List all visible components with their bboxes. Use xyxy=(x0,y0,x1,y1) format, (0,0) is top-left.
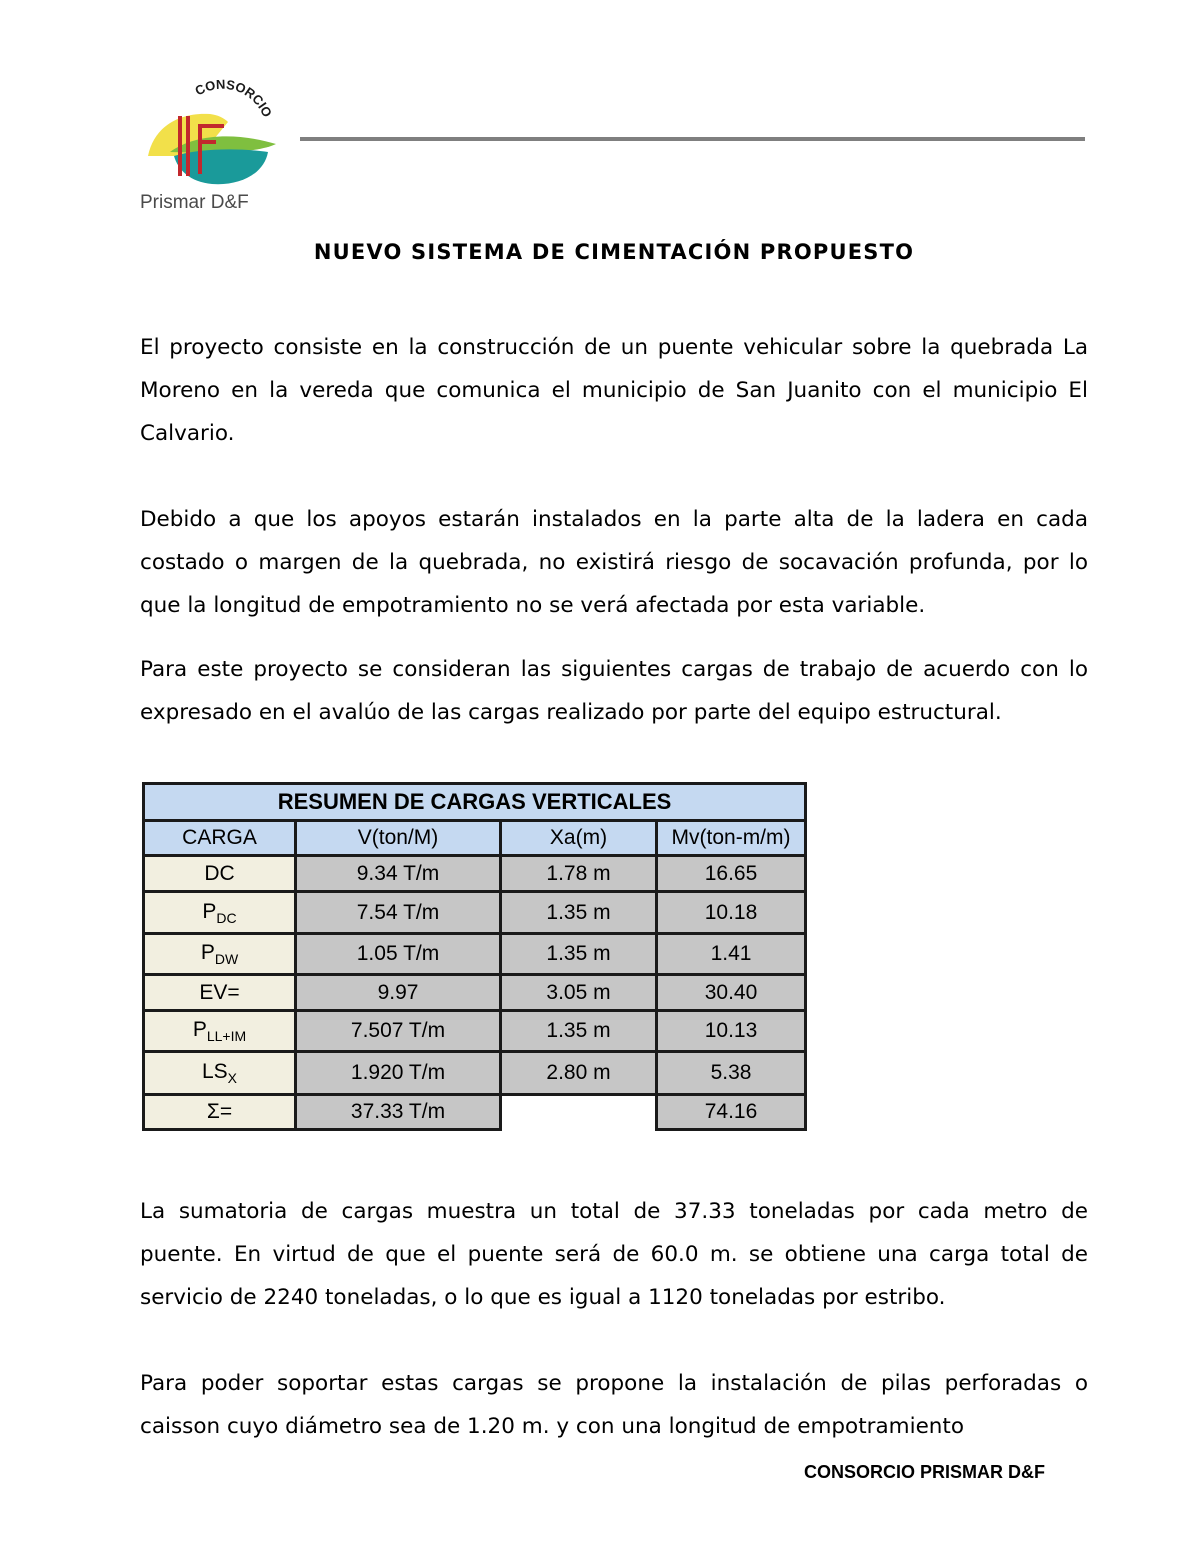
row-v-value: 9.34 T/m xyxy=(296,856,501,892)
paragraph-loads-intro: Para este proyecto se consideran las siguientes cargas de trabajo de acuerdo con lo expresado en el avalúo de las cargas realizado por parte del equipo estructural. xyxy=(140,657,1088,725)
row-mv-value: 5.38 xyxy=(657,1052,806,1095)
vertical-loads-table xyxy=(142,782,807,1131)
row-mv-value: 16.65 xyxy=(657,856,806,892)
column-header-carga: CARGA xyxy=(144,821,296,856)
table-caption-row xyxy=(144,784,806,821)
header-rule xyxy=(300,137,1085,141)
page-footer: CONSORCIO PRISMAR D&F xyxy=(804,1462,1046,1482)
row-xa-value: 3.05 m xyxy=(501,975,657,1011)
row-xa-value: 1.35 m xyxy=(501,934,657,975)
row-label: $P_{DC}$ xyxy=(144,892,296,934)
row-v-value: 1.05 T/m xyxy=(296,934,501,975)
consorcio-logo xyxy=(140,78,280,213)
row-xa-blank xyxy=(501,1095,657,1130)
table-row xyxy=(144,856,806,892)
row-mv-value: 1.41 xyxy=(657,934,806,975)
table-caption: RESUMEN DE CARGAS VERTICALES xyxy=(144,784,806,821)
row-mv-value: 10.18 xyxy=(657,892,806,934)
row-xa-value: 1.35 m xyxy=(501,1011,657,1052)
row-label: Σ= xyxy=(144,1095,296,1130)
paragraph-project: El proyecto consiste en la construcción de un puente vehicular sobre la quebrada La Moreno en la vereda que comunica el municipio de San Juanito con el municipio El Calvario. xyxy=(140,335,1088,446)
table-row xyxy=(144,1011,806,1052)
logo-bottom-text: Prismar D&F xyxy=(140,192,249,213)
row-xa-value: 1.78 m xyxy=(501,856,657,892)
row-v-value: 7.54 T/m xyxy=(296,892,501,934)
table-row xyxy=(144,1095,806,1130)
paragraph-caisson: Para poder soportar estas cargas se propone la instalación de pilas perforadas o caisson cuyo diámetro sea de 1.20 m. y con una longitud de empotramiento xyxy=(140,1371,1088,1439)
row-xa-value: 2.80 m xyxy=(501,1052,657,1095)
row-v-value: 1.920 T/m xyxy=(296,1052,501,1095)
row-label: DC xyxy=(144,856,296,892)
table-row xyxy=(144,934,806,975)
row-v-value: 9.97 xyxy=(296,975,501,1011)
page-header xyxy=(140,78,1085,218)
column-header-xa: Xa(m) xyxy=(501,821,657,856)
table-row xyxy=(144,892,806,934)
row-v-value: 7.507 T/m xyxy=(296,1011,501,1052)
document-title: NUEVO SISTEMA DE CIMENTACIÓN PROPUESTO xyxy=(313,240,915,264)
row-mv-value: 10.13 xyxy=(657,1011,806,1052)
table-row xyxy=(144,975,806,1011)
row-label: $P_{DW}$ xyxy=(144,934,296,975)
row-label: $LS_X$ xyxy=(144,1052,296,1095)
row-mv-value: 74.16 xyxy=(657,1095,806,1130)
column-header-v: V(ton/M) xyxy=(296,821,501,856)
row-v-value: 37.33 T/m xyxy=(296,1095,501,1130)
column-header-mv: Mv(ton-m/m) xyxy=(657,821,806,856)
paragraph-load-sum: La sumatoria de cargas muestra un total de 37.33 toneladas por cada metro de puente. En virtud de que el puente será de 60.0 m. se obtiene una carga total de servicio de 2240 toneladas, o lo que es igual a 1120 toneladas por estribo. xyxy=(140,1199,1088,1310)
row-label: EV= xyxy=(144,975,296,1011)
row-xa-value: 1.35 m xyxy=(501,892,657,934)
row-mv-value: 30.40 xyxy=(657,975,806,1011)
table-header-row xyxy=(144,821,806,856)
paragraph-supports: Debido a que los apoyos estarán instalados en la parte alta de la ladera en cada costado o margen de la quebrada, no existirá riesgo de socavación profunda, por lo que la longitud de empotramiento no se verá afectada por esta variable. xyxy=(140,507,1088,618)
svg-text:CONSORCIO xyxy=(193,78,276,120)
table-row xyxy=(144,1052,806,1095)
row-label: $P_{LL+IM}$ xyxy=(144,1011,296,1052)
logo-top-text: CONSORCIO xyxy=(192,78,276,120)
